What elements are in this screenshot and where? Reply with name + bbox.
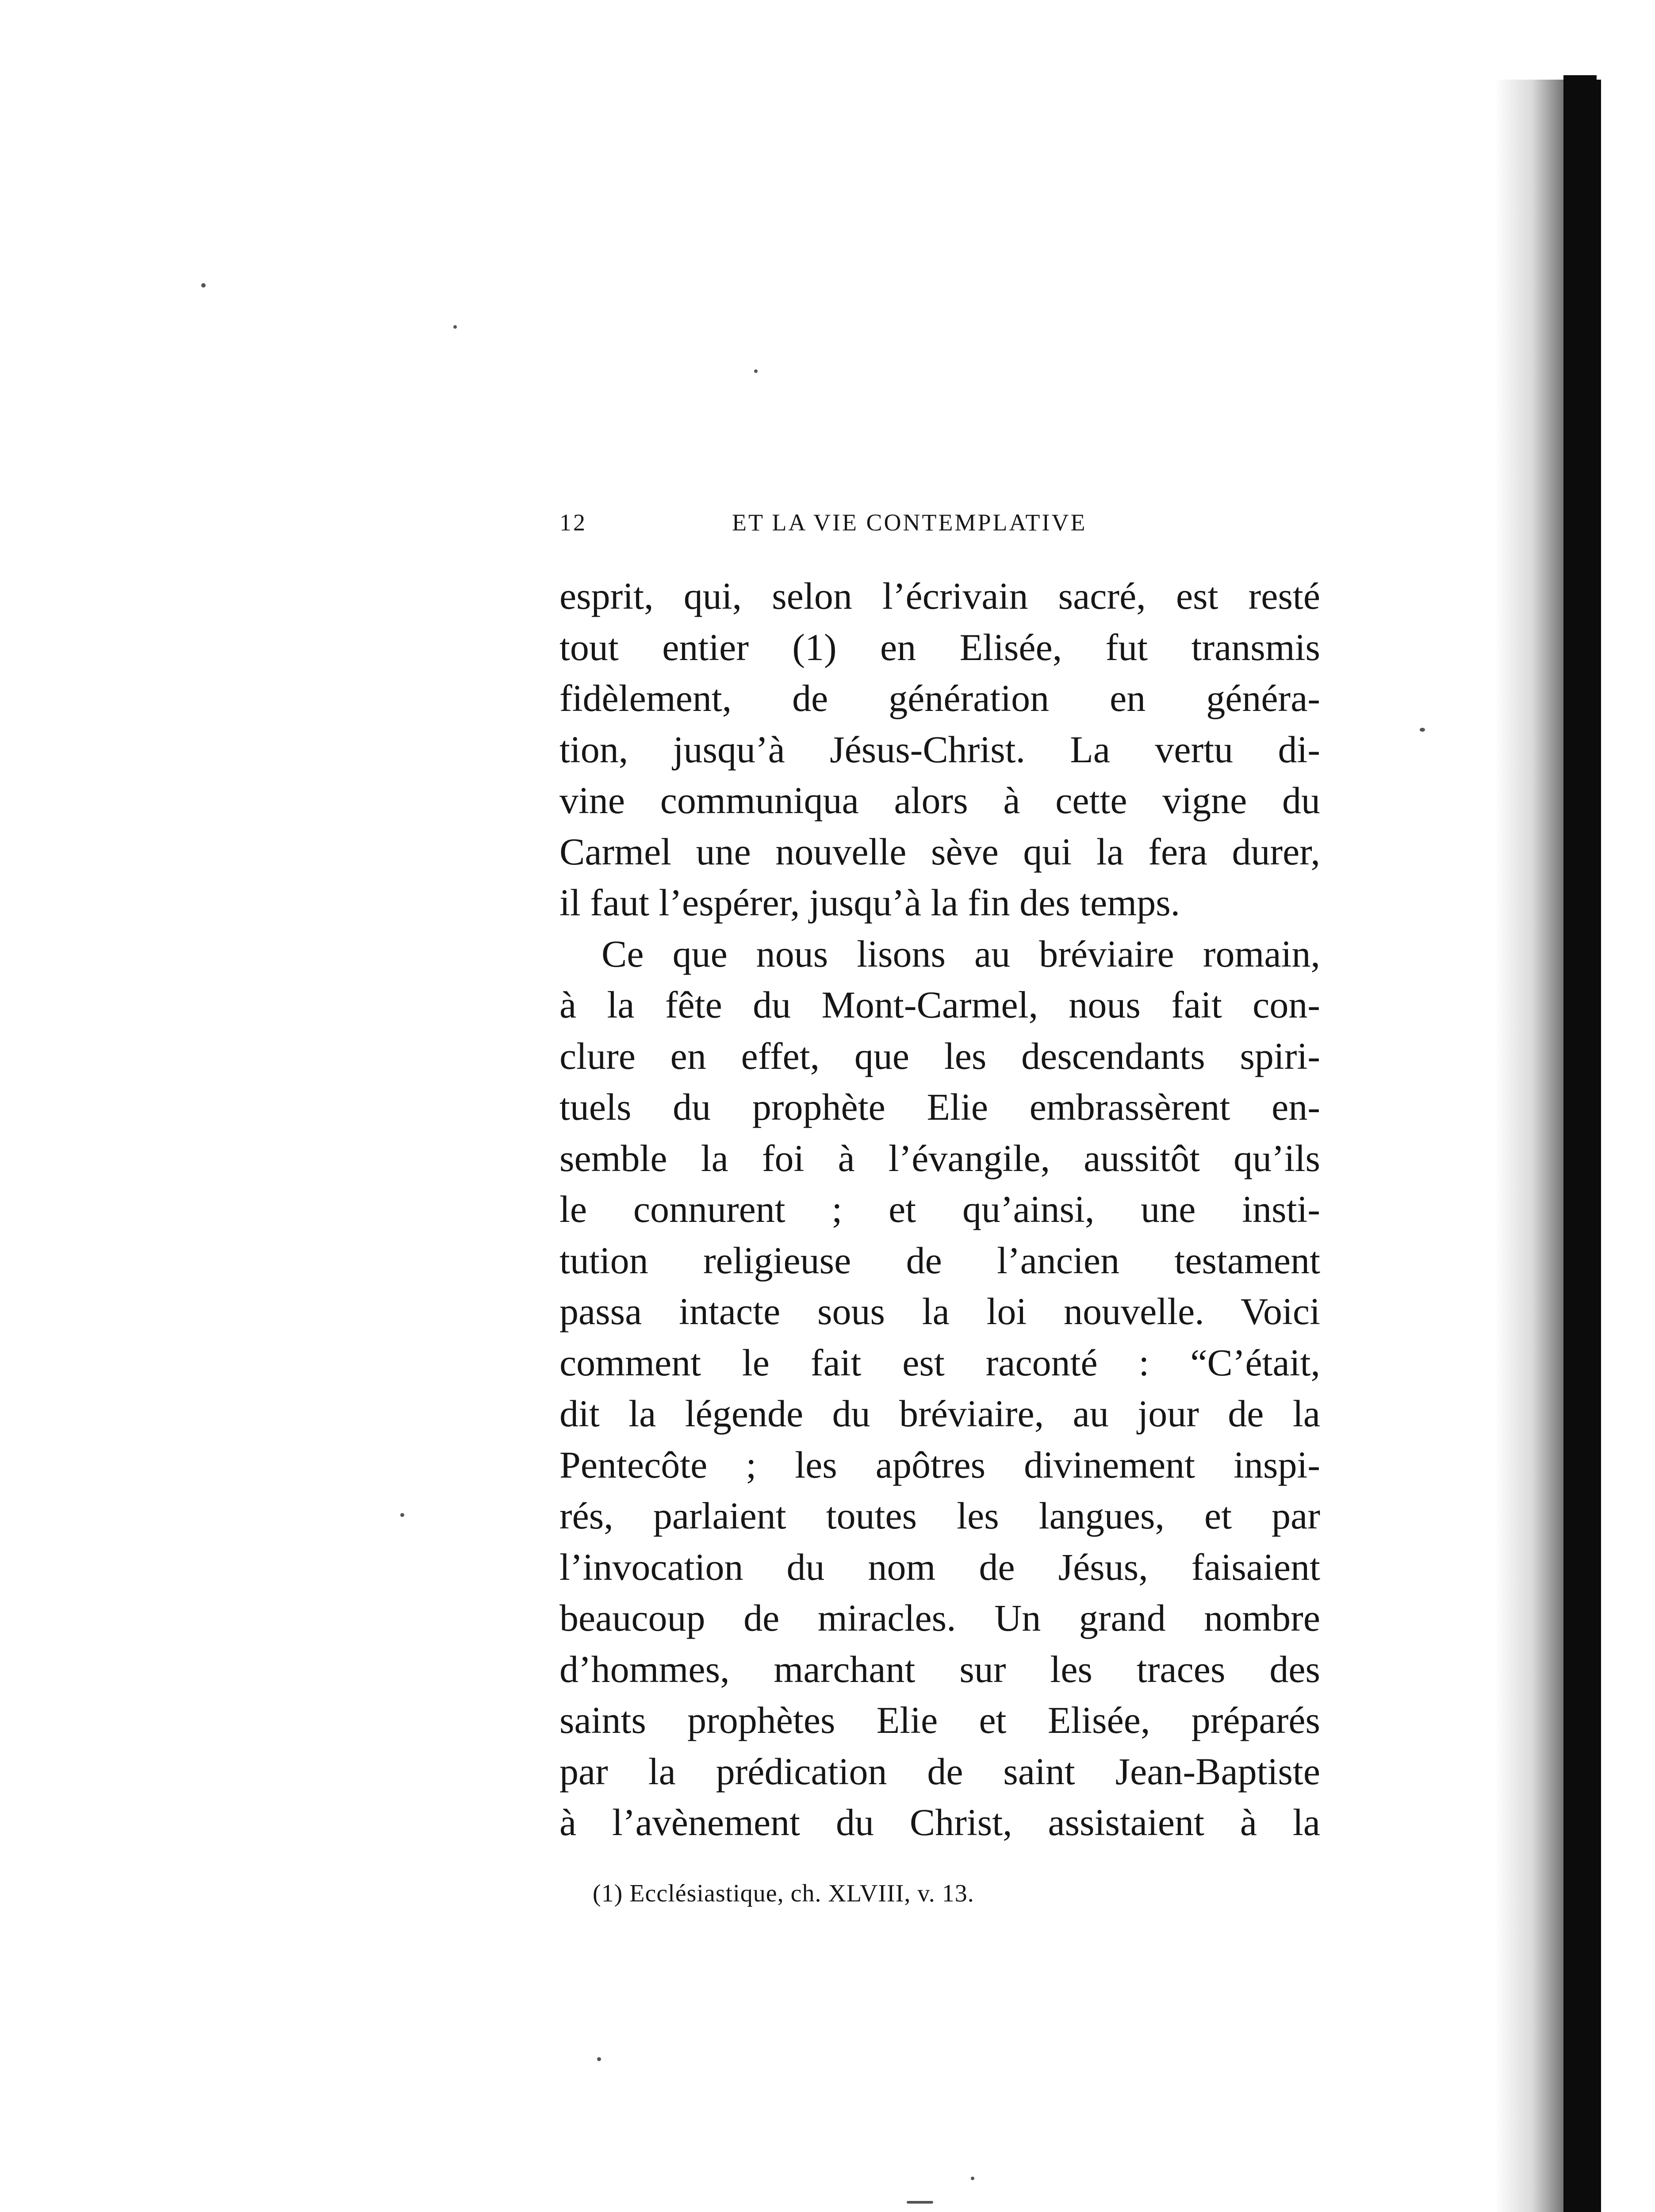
scan-speck [597,2057,601,2061]
text-line: le connurent ; et qu’ainsi, une insti- [559,1188,1320,1230]
text-line: il faut l’espérer, jusqu’à la fin des temps. [559,881,1180,924]
text-line: comment le fait est raconté : “C’était, [559,1341,1320,1384]
page-number: 12 [559,509,587,536]
text-line: à l’avènement du Christ, assistaient à la [559,1801,1320,1843]
scan-speck [1420,728,1425,732]
text-line: Pentecôte ; les apôtres divinement inspi- [559,1443,1320,1486]
scan-speck [201,283,206,288]
text-line: semble la foi à l’évangile, aussitôt qu’ils [559,1137,1320,1179]
text-line: tuels du prophète Elie embrassèrent en- [559,1086,1320,1128]
text-line: Carmel une nouvelle sève qui la fera durer, [559,830,1320,873]
text-line: passa intacte sous la loi nouvelle. Voici [559,1290,1320,1333]
text-line: dit la légende du bréviaire, au jour de la [559,1392,1320,1435]
binding-edge [1563,75,1597,2212]
text-line: vine communiqua alors à cette vigne du [559,779,1320,822]
body-text [559,571,1320,1848]
text-line: d’hommes, marchant sur les traces des [559,1647,1320,1690]
text-line: Ce que nous lisons au bréviaire romain, [601,932,1320,975]
scan-speck [400,1513,404,1517]
text-line: tion, jusqu’à Jésus-Christ. La vertu di- [559,728,1320,771]
footnote: (1) Ecclésiastique, ch. XLVIII, v. 13. [593,1880,974,1907]
scan-speck [453,325,457,329]
text-line: à la fête du Mont-Carmel, nous fait con- [559,983,1320,1026]
text-line: rés, parlaient toutes les langues, et par [559,1494,1320,1537]
text-line: tution religieuse de l’ancien testament [559,1239,1320,1282]
text-line: l’invocation du nom de Jésus, faisaient [559,1545,1320,1588]
scan-speck [971,2177,974,2180]
scan-speck [907,2201,933,2204]
scan-speck [754,369,758,373]
text-line: beaucoup de miracles. Un grand nombre [559,1597,1320,1639]
text-line: clure en effet, que les descendants spiri- [559,1034,1320,1077]
text-line: fidèlement, de génération en généra- [559,677,1320,719]
text-line: tout entier (1) en Elisée, fut transmis [559,626,1320,668]
text-line: saints prophètes Elie et Elisée, préparés [559,1699,1320,1741]
page-header [559,509,1322,549]
running-title: ET LA VIE CONTEMPLATIVE [732,509,1087,536]
text-line: esprit, qui, selon l’écrivain sacré, est resté [559,575,1320,617]
text-line: par la prédication de saint Jean-Baptiste [559,1750,1320,1793]
